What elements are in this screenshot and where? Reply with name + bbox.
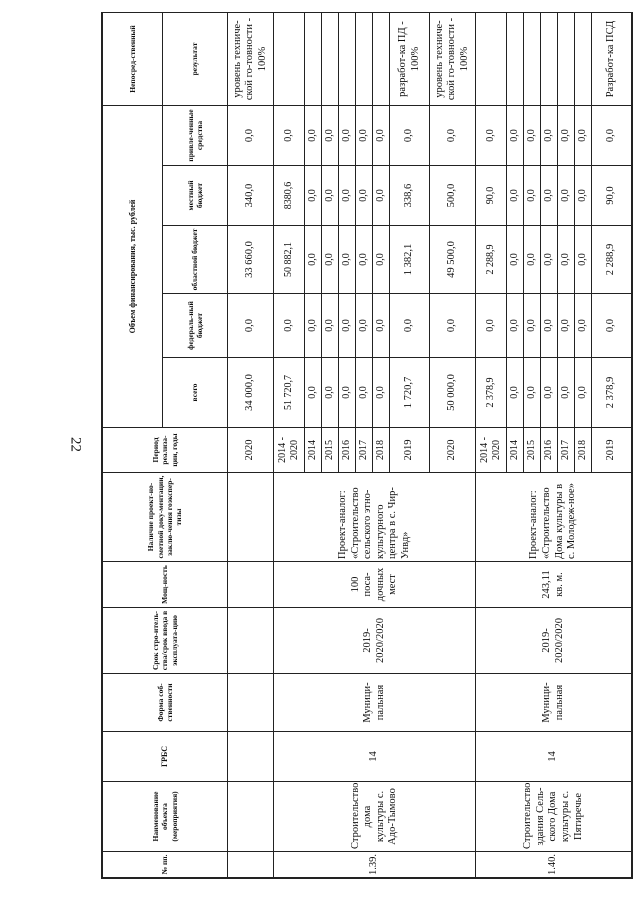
cell-private: 0,0 [575,106,592,166]
cell-num: 1.40. [476,852,632,878]
cell-period: 2018 [575,428,592,473]
page-number: 22 [67,437,84,452]
cell-local: 0,0 [339,166,356,226]
cell-result [373,13,390,106]
cell-private: 0,0 [339,106,356,166]
cell-total: 0,0 [356,358,373,428]
cell-ownership: Муници-пальная [476,674,632,732]
table-row [274,13,305,878]
cell-grbs: 14 [274,732,476,782]
cell-private: 0,0 [540,106,557,166]
cell-federal: 0,0 [305,294,322,358]
cell-private: 0,0 [506,106,523,166]
cell-private: 0,0 [592,106,632,166]
cell-num: 1.39. [274,852,476,878]
cell-regional: 0,0 [339,226,356,294]
col-header-name: Наименование объекта (мероприятия) [103,782,228,852]
cell-regional: 2 288,9 [592,226,632,294]
cell-ownership: Муници-пальная [274,674,476,732]
cell-total: 0,0 [305,358,322,428]
cell-result [523,13,540,106]
col-header-direct: Непосред-ственный [103,13,163,106]
cell-local: 8380,6 [274,166,305,226]
cell-period: 2019 [390,428,430,473]
cell-total: 0,0 [523,358,540,428]
cell-total: 2 378,9 [476,358,507,428]
cell-regional: 0,0 [356,226,373,294]
cell-federal: 0,0 [476,294,507,358]
table-row [476,13,507,878]
cell-federal: 0,0 [558,294,575,358]
cell-regional: 33 660,0 [228,226,274,294]
col-header-capacity: Мощ-ность [103,562,228,608]
cell-federal: 0,0 [274,294,305,358]
cell-result [339,13,356,106]
cell-total: 50 000,0 [429,358,475,428]
col-header-num: № пп. [103,852,228,878]
cell-private: 0,0 [305,106,322,166]
cell-result: разработ-ка ПД - 100% [390,13,430,106]
cell-private: 0,0 [429,106,475,166]
funding-table [102,12,632,878]
cell-regional: 0,0 [322,226,339,294]
cell-period: 2014 - 2020 [274,428,305,473]
cell-result [506,13,523,106]
cell-period: 2014 [305,428,322,473]
cell-period: 2014 [506,428,523,473]
cell-total: 34 000,0 [228,358,274,428]
cell-result [305,13,322,106]
cell-private: 0,0 [228,106,274,166]
cell-local: 90,0 [592,166,632,226]
cell-total: 0,0 [575,358,592,428]
cell-result [540,13,557,106]
cell-federal: 0,0 [506,294,523,358]
table-row [228,13,274,878]
cell-grbs: 14 [476,732,632,782]
col-header-grbs: ГРБС [103,732,228,782]
cell-federal: 0,0 [390,294,430,358]
cell-private: 0,0 [390,106,430,166]
cell-local: 0,0 [506,166,523,226]
col-header-ownership: Форма соб-ственности [103,674,228,732]
cell-private: 0,0 [274,106,305,166]
cell-psd: Проект-аналог: «Строительство сельского этно-культурного центра в с. Чир-Унвд» [274,473,476,562]
cell-local: 0,0 [575,166,592,226]
cell-local: 90,0 [476,166,507,226]
cell-federal: 0,0 [228,294,274,358]
cell-result [274,13,305,106]
cell-period: 2017 [558,428,575,473]
cell-result [356,13,373,106]
col-header-local: местный бюджет [163,166,228,226]
cell-private: 0,0 [322,106,339,166]
cell-private: 0,0 [476,106,507,166]
cell-period: 2020 [429,428,475,473]
col-header-term: Срок стро-итель-ства/срок ввода в эксплуата-цию [103,608,228,674]
col-header-total: всего [163,358,228,428]
cell-period: 2019 [592,428,632,473]
cell-total: 0,0 [506,358,523,428]
col-header-private: привле-ченные средства [163,106,228,166]
header-row-1 [103,13,163,878]
cell-regional: 2 288,9 [476,226,507,294]
col-header-result: результат [163,13,228,106]
cell-local: 0,0 [540,166,557,226]
cell-local: 0,0 [322,166,339,226]
cell-period: 2017 [356,428,373,473]
cell-private: 0,0 [523,106,540,166]
cell-total: 51 720,7 [274,358,305,428]
cell-period: 2015 [523,428,540,473]
cell-term: 2019-2020/2020 [476,608,632,674]
cell-psd: Проект-аналог: «Строительство Дома культуры в с. Молодеж-ное» [476,473,632,562]
cell-local: 0,0 [356,166,373,226]
cell-local: 500,0 [429,166,475,226]
col-header-funding: Объем финансирования, тыс. рублей [103,106,163,428]
cell-result: уровень техниче-ской го-товности - 100% [228,13,274,106]
cell-total: 0,0 [540,358,557,428]
cell-regional: 0,0 [373,226,390,294]
cell-total: 2 378,9 [592,358,632,428]
cell-federal: 0,0 [322,294,339,358]
cell-regional: 0,0 [305,226,322,294]
cell-regional: 0,0 [523,226,540,294]
cell-name: Строительство дома культуры с. Адо-Тымово [274,782,476,852]
cell-federal: 0,0 [339,294,356,358]
cell-federal: 0,0 [429,294,475,358]
cell-regional: 0,0 [575,226,592,294]
cell-local: 338,6 [390,166,430,226]
cell-period: 2020 [228,428,274,473]
cell-federal: 0,0 [356,294,373,358]
cell-private: 0,0 [356,106,373,166]
cell-local: 0,0 [373,166,390,226]
rotated-table-container [102,13,632,878]
cell-local: 0,0 [305,166,322,226]
cell-name: Строительство здания Сель-ского Дома культуры с. Пятиречье [476,782,632,852]
cell-private: 0,0 [373,106,390,166]
cell-federal: 0,0 [540,294,557,358]
cell-result [476,13,507,106]
cell-regional: 1 382,1 [390,226,430,294]
cell-local: 340,0 [228,166,274,226]
cell-result [558,13,575,106]
cell-period: 2015 [322,428,339,473]
cell-regional: 0,0 [506,226,523,294]
cell-total: 0,0 [339,358,356,428]
cell-period: 2018 [373,428,390,473]
col-header-period: Период реализа-ции, годы [103,428,228,473]
cell-private: 0,0 [558,106,575,166]
cell-period: 2016 [339,428,356,473]
cell-regional: 49 500,0 [429,226,475,294]
cell-result: Разработ-ка ПСД [592,13,632,106]
cell-regional: 0,0 [558,226,575,294]
cell-federal: 0,0 [523,294,540,358]
cell-total: 0,0 [558,358,575,428]
cell-local: 0,0 [523,166,540,226]
cell-result: уровень техниче-ской го-товности - 100% [429,13,475,106]
cell-term: 2019-2020/2020 [274,608,476,674]
cell-total: 1 720,7 [390,358,430,428]
document-table-frame [101,12,633,879]
cell-result [322,13,339,106]
cell-period: 2014 - 2020 [476,428,507,473]
cell-result [575,13,592,106]
col-header-regional: областной бюджет [163,226,228,294]
cell-regional: 50 882,1 [274,226,305,294]
cell-local: 0,0 [558,166,575,226]
cell-capacity: 243,11 кв. м. [476,562,632,608]
cell-regional: 0,0 [540,226,557,294]
cell-federal: 0,0 [373,294,390,358]
col-header-psd: Наличие проект-но-сметной доку-ментации, заклю-чения гоэкспер-тизы [103,473,228,562]
cell-capacity: 100 поса-дочных мест [274,562,476,608]
cell-total: 0,0 [322,358,339,428]
cell-federal: 0,0 [575,294,592,358]
col-header-federal: федераль-ный бюджет [163,294,228,358]
cell-federal: 0,0 [592,294,632,358]
cell-total: 0,0 [373,358,390,428]
cell-period: 2016 [540,428,557,473]
